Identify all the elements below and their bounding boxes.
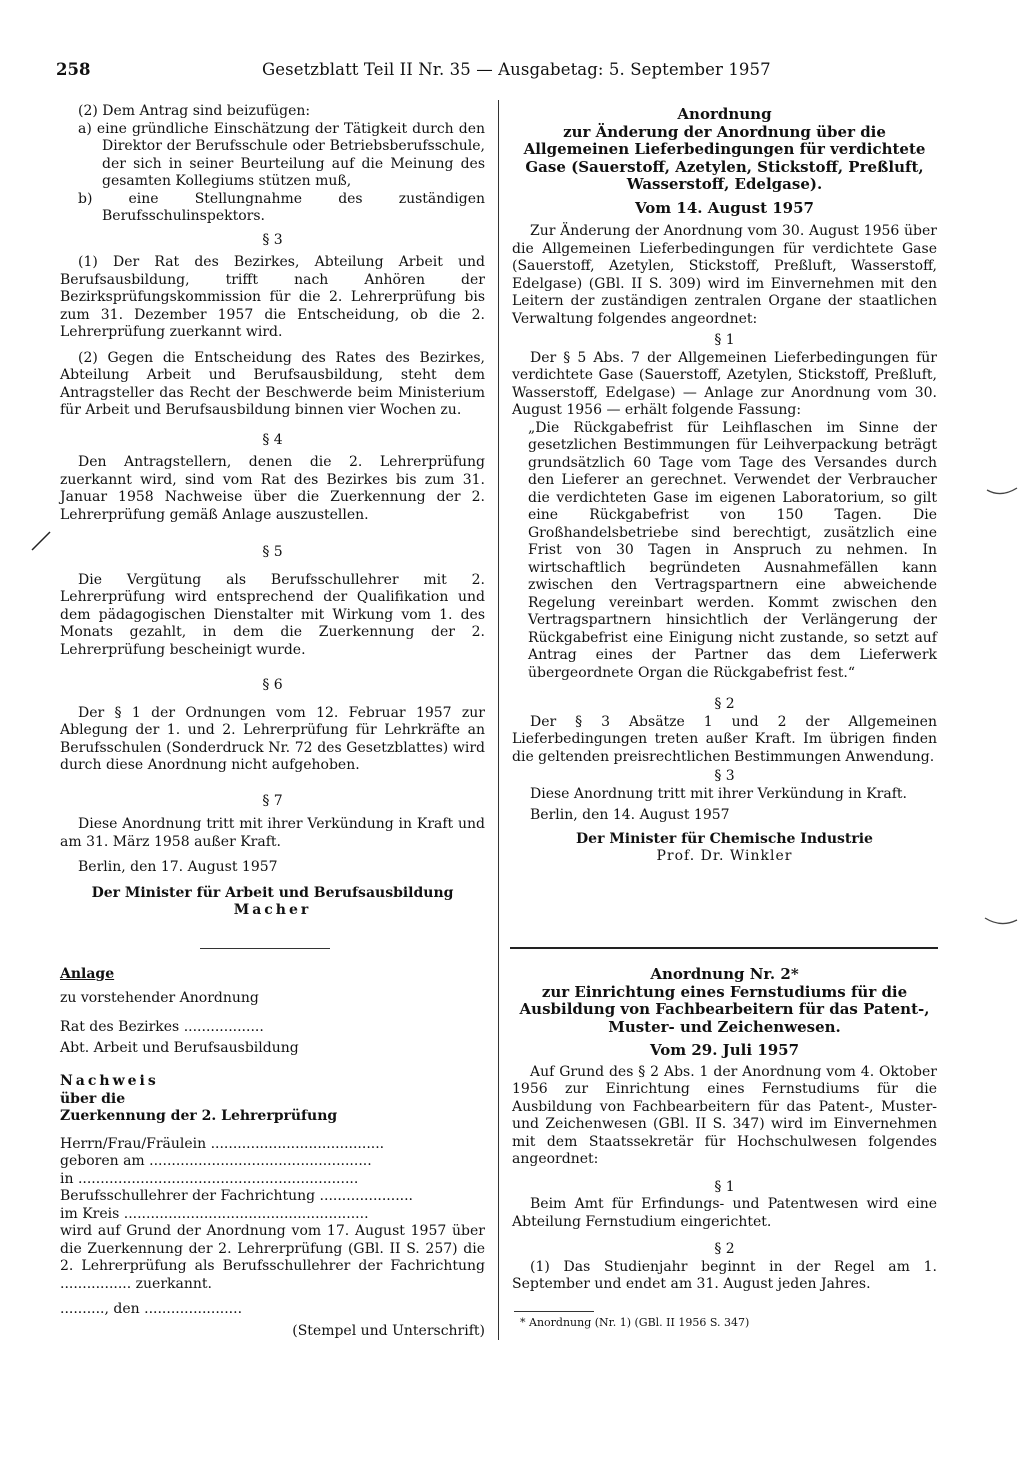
order-title: Anordnung [677, 105, 772, 123]
running-title: Gesetzblatt Teil II Nr. 35 — Ausgabetag: 5. September 1957 [262, 60, 771, 79]
paragraph: (2) Dem Antrag sind beizufügen: [78, 103, 311, 119]
paragraph: Der § 5 Abs. 7 der Allgemeinen Lieferbedingungen für verdichtete Gase (Sauerstoff, Azetylen, Stickstoff, Preßluft, Wasserstoff, Edelgase) — Anlage zur Anordnung vom 30. August 1956 — erhält folgende Fassung: [512, 349, 937, 418]
section-heading: § 2 [714, 1241, 735, 1257]
section-heading: § 2 [714, 696, 735, 712]
section-divider [510, 947, 938, 949]
section-heading: § 6 [262, 677, 283, 693]
form-line: Abt. Arbeit und Berufsausbildung [60, 1039, 299, 1056]
nachweis-subtitle: über die [60, 1090, 126, 1107]
anlage-title: Anlage [60, 966, 115, 982]
paragraph: (1) Der Rat des Bezirkes, Abteilung Arbeit und Berufsausbildung, trifft nach Anhören der Bezirksprüfungskommission für die 2. Lehrerprüfung bis zum 31. Dezember 1957 die Entscheidung, ob die 2. Lehrerprüfung zuerkannt wird. [60, 254, 485, 340]
form-line: Herrn/Frau/Fräulein ....................................... [60, 1135, 385, 1152]
column-divider [498, 100, 499, 1340]
order-subtitle: zur Änderung der Anordnung über die Allgemeinen Lieferbedingungen für verdichtete Gase (Sauerstoff, Azetylen, Stickstoff, Preßluft, Wasserstoff, Edelgase). [523, 122, 926, 193]
form-line: geboren am .................................................. [60, 1153, 372, 1169]
signatory-name: Prof. Dr. Winkler [656, 848, 793, 864]
section-heading: § 3 [714, 768, 735, 784]
nachweis-title: Nachweis [60, 1073, 159, 1089]
paragraph: Der § 3 Absätze 1 und 2 der Allgemeinen Lieferbedingungen treten außer Kraft. Im übrigen finden die geltenden preisrechtlichen Bestimmungen Anwendung. [512, 713, 937, 765]
signatory-title: Der Minister für Arbeit und Berufsausbildung [91, 884, 454, 901]
order-date: Vom 14. August 1957 [635, 198, 814, 217]
place-date: Berlin, den 17. August 1957 [78, 859, 278, 875]
signatory-title: Der Minister für Chemische Industrie [576, 830, 873, 847]
paragraph: Die Vergütung als Berufsschullehrer mit 2. Lehrerprüfung wird entsprechend der Qualifikation und dem pädagogischen Dienstalter mit Wirkung vom 1. des Monats gezahlt, in dem die Zuerkennung der 2. Lehrerprüfung bescheinigt wurde. [60, 571, 485, 658]
order-title: Anordnung Nr. 2* [650, 965, 799, 983]
pen-mark-icon [28, 528, 54, 554]
form-line: im Kreis ....................................................... [60, 1205, 369, 1222]
paragraph: Zur Änderung der Anordnung vom 30. August 1956 über die Allgemeinen Lieferbedingungen für verdichtete Gase (Sauerstoff, Azetylen, Stickstoff, Preßluft, Wasserstoff, Edelgase) (GBl. II S. 309) wird im Einvernehmen mit den Leitern der zuständigen zentralen Organe der staatlichen Verwaltung folgendes angeordnet: [512, 223, 937, 327]
paragraph: Auf Grund des § 2 Abs. 1 der Anordnung vom 4. Oktober 1956 zur Einrichtung eines Fernstudiums für die Ausbildung von Fachbearbeitern für das Patent-, Muster- und Zeichenwesen (GBl. II S. 347) wird im Einvernehmen mit dem Staatssekretär für Hochschulwesen folgendes angeordnet: [512, 1063, 937, 1167]
order-2-block [512, 966, 937, 1294]
form-line: .........., den ...................... [60, 1301, 243, 1317]
order-date: Vom 29. Juli 1957 [649, 1041, 800, 1059]
section-heading: § 7 [262, 792, 283, 809]
page-number: 258 [56, 60, 91, 79]
form-line: Berufsschullehrer der Fachrichtung ..................... [60, 1188, 413, 1204]
quotation: „Die Rückgabefrist für Leihflaschen im Sinne der gesetzlichen Bestimmungen für Leihverpackung beträgt grundsätzlich 60 Tage vom Tage des Versandes durch den Lieferer an gerechnet. Verwendet der Verbraucher die verdichteten Gase im eigenen Laboratorium, so gilt eine Rückgabefrist von 150 Tagen. Die Großhandelsbetriebe sind berechtigt, zusätzlich eine Frist von 30 Tagen in Anspruch zu nehmen. In wirtschaftlich begründeten Ausnahmefällen kann zwischen den Vertragspartnern eine abweichende Regelung vereinbart werden. Kommt zwischen den Vertragspartnern hinsichtlich der Verlängerung der Rückgabefrist eine Einigung nicht zustande, so setzt auf Antrag eines der Partner das dem Lieferwerk übergeordnete Organ die Rückgabefrist fest.“ [528, 419, 937, 681]
paragraph: Diese Anordnung tritt mit ihrer Verkündung in Kraft. [530, 785, 907, 802]
paragraph: (1) Das Studienjahr beginnt in der Regel am 1. September und endet am 31. August jeden Jahres. [512, 1258, 937, 1292]
right-column [512, 106, 937, 866]
paragraph: Diese Anordnung tritt mit ihrer Verkündung in Kraft und am 31. März 1958 außer Kraft. [60, 816, 485, 850]
signatory-name: Macher [233, 902, 312, 918]
nachweis-subtitle: Zuerkennung der 2. Lehrerprüfung [60, 1108, 338, 1124]
divider [200, 948, 330, 949]
paragraph: Beim Amt für Erfindungs- und Patentwesen wird eine Abteilung Fernstudium eingerichtet. [512, 1196, 937, 1230]
list-item: b) eine Stellungnahme des zuständigen Berufsschulinspektors. [78, 190, 485, 224]
page-header [56, 60, 956, 84]
pen-mark-icon [983, 914, 1019, 930]
section-heading: § 5 [262, 544, 283, 560]
anlage-subtitle: zu vorstehender Anordnung [60, 989, 259, 1006]
list [60, 121, 485, 226]
paragraph: Der § 1 der Ordnungen vom 12. Februar 1957 zur Ablegung der 1. und 2. Lehrerprüfung für Lehrkräfte an Berufsschulen (Sonderdruck Nr. 72 des Gesetzblattes) wird durch diese Anordnung nicht aufgehoben. [60, 704, 485, 773]
stamp-signature-label: (Stempel und Unterschrift) [292, 1322, 485, 1339]
form-line: in ............................................................... [60, 1170, 359, 1187]
section-heading: § 1 [714, 1178, 735, 1195]
footnote: * Anordnung (Nr. 1) (GBl. II 1956 S. 347) [520, 1316, 750, 1329]
paragraph: Den Antragstellern, denen die 2. Lehrerprüfung zuerkannt wird, sind vom Rat des Bezirkes bis zum 31. Januar 1958 Nachweise über die Zuerkennung der 2. Lehrerprüfung gemäß Anlage auszustellen. [60, 454, 485, 523]
order-subtitle: zur Einrichtung eines Fernstudiums für die Ausbildung von Fachbearbeitern für das Patent-, Muster- und Zeichenwesen. [519, 982, 930, 1036]
anlage-block [60, 966, 485, 1340]
section-heading: § 4 [262, 431, 283, 448]
left-column [60, 103, 485, 920]
form-text: wird auf Grund der Anordnung vom 17. August 1957 über die Zuerkennung der 2. Lehrerprüfung (GBl. II S. 257) die 2. Lehrerprüfung als Berufsschullehrer der Fachrichtung ................ zuerkannt. [60, 1223, 485, 1292]
paragraph: (2) Gegen die Entscheidung des Rates des Bezirkes, Abteilung Arbeit und Berufsausbildung, steht dem Antragsteller das Recht der Beschwerde beim Ministerium für Arbeit und Berufsausbildung binnen vier Wochen zu. [60, 349, 485, 418]
footnote-rule [514, 1311, 594, 1312]
pen-mark-icon [985, 484, 1019, 500]
list-item: a) eine gründliche Einschätzung der Tätigkeit durch den Direktor der Berufsschule oder Betriebsberufsschule, der sich in seiner Beurteilung auf die Meinung des gesamten Kollegiums stützen muß, [78, 120, 485, 189]
place-date: Berlin, den 14. August 1957 [530, 807, 730, 823]
form-line: Rat des Bezirkes .................. [60, 1019, 264, 1035]
section-heading: § 1 [714, 332, 735, 348]
section-heading: § 3 [262, 231, 283, 248]
